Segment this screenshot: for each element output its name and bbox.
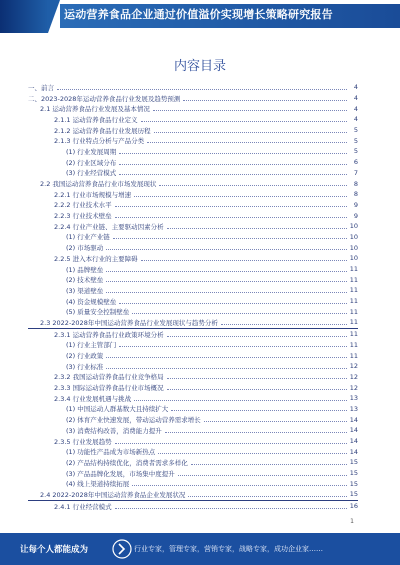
toc-row[interactable] xyxy=(28,114,358,125)
toc-entry-page: 12 xyxy=(349,383,358,392)
toc-leader-dots xyxy=(119,164,347,165)
toc-entry-label: 2.1 运动营养食品行业发展及基本情况 xyxy=(28,104,152,113)
toc-entry-page: 15 xyxy=(349,458,358,467)
header-accent-strip xyxy=(0,0,48,33)
toc-row[interactable] xyxy=(28,489,358,501)
toc-entry-label: (3) 渠道壁垒 xyxy=(28,286,105,295)
toc-row[interactable] xyxy=(28,393,358,404)
toc-leader-dots xyxy=(147,142,347,143)
toc-entry-label: (3) 产品品牌化发展，市场集中度提升 xyxy=(28,469,177,478)
toc-entry-page: 4 xyxy=(348,94,358,102)
toc-leader-dots xyxy=(141,121,347,122)
toc-row[interactable] xyxy=(28,404,358,415)
toc-entry-label: (1) 品牌壁垒 xyxy=(28,265,105,274)
toc-entry-page: 9 xyxy=(348,201,358,209)
toc-row[interactable] xyxy=(28,178,358,189)
toc-leader-dots xyxy=(132,313,347,314)
page-number: 1 xyxy=(350,518,354,525)
toc-entry-page: 10 xyxy=(349,254,358,263)
toc-entry-page: 10 xyxy=(349,222,358,231)
toc-row[interactable] xyxy=(28,350,358,361)
toc-row[interactable] xyxy=(28,340,358,351)
toc-entry-page: 14 xyxy=(349,415,358,424)
toc-entry-label: 2.1.1 运动营养食品行业定义 xyxy=(28,115,140,124)
toc-leader-dots xyxy=(134,400,347,401)
toc-leader-dots xyxy=(115,217,347,218)
toc-row[interactable] xyxy=(28,425,358,436)
toc-leader-dots xyxy=(115,508,347,509)
toc-leader-dots xyxy=(113,238,347,239)
toc-entry-label: 2.3.2 我国运动营养食品行业竞争格局 xyxy=(28,372,166,381)
toc-entry-page: 11 xyxy=(349,340,358,349)
toc-entry-label: (5) 质量安全控制壁垒 xyxy=(28,307,131,316)
toc-entry-page: 14 xyxy=(349,437,358,446)
toc-heading: 内容目录 xyxy=(173,59,226,74)
toc-row[interactable] xyxy=(28,242,358,253)
toc-row[interactable] xyxy=(28,361,358,372)
toc-entry-page: 10 xyxy=(349,243,358,252)
toc-entry-page: 13 xyxy=(349,404,358,413)
toc-row[interactable] xyxy=(28,436,358,447)
toc-row[interactable] xyxy=(28,168,358,179)
toc-entry-label: (2) 行业区域分布 xyxy=(28,158,118,167)
toc-entry-label: 2.4.1 行业经营模式 xyxy=(28,502,114,511)
toc-leader-dots xyxy=(188,496,347,497)
toc-row[interactable] xyxy=(28,264,358,275)
toc-row[interactable] xyxy=(28,210,358,221)
toc-entry-page: 14 xyxy=(349,426,358,435)
toc-leader-dots xyxy=(119,153,347,154)
toc-entry-label: 2.2.1 行业市场规模与增速 xyxy=(28,190,133,199)
toc-entry-page: 5 xyxy=(348,126,358,134)
toc-row[interactable] xyxy=(28,82,358,93)
toc-entry-page: 8 xyxy=(348,190,358,198)
toc-entry-page: 11 xyxy=(349,318,358,327)
toc-entry-page: 6 xyxy=(348,158,358,166)
toc-leader-dots xyxy=(134,196,347,197)
toc-entry-label: (2) 体育产业快速发展，带动运动营养需求增长 xyxy=(28,415,203,424)
toc-leader-dots xyxy=(171,410,347,411)
toc-entry-label: (1) 行业发展周期 xyxy=(28,147,118,156)
toc-entry-page: 11 xyxy=(349,286,358,295)
toc-row[interactable] xyxy=(28,135,358,146)
toc-entry-label: 2.2.5 进入本行业的主要障碍 xyxy=(28,254,140,263)
toc-leader-dots xyxy=(154,132,347,133)
toc-row[interactable] xyxy=(28,414,358,425)
toc-entry-page: 12 xyxy=(349,362,358,371)
toc-entry-page: 11 xyxy=(349,330,358,339)
toc-entry-label: 2.3.3 国际运动营养食品行业市场概况 xyxy=(28,383,166,392)
toc-entry-label: (4) 资金规模壁垒 xyxy=(28,297,118,306)
toc-leader-dots xyxy=(132,485,347,486)
toc-entry-label: (2) 产品结构持续优化，消费者需求多样化 xyxy=(28,458,190,467)
toc-row[interactable] xyxy=(28,200,358,211)
toc-leader-dots xyxy=(119,303,347,304)
toc-leader-dots xyxy=(115,206,347,207)
toc-row[interactable] xyxy=(28,296,358,307)
toc-entry-label: (3) 消费结构改善，消费能力提升 xyxy=(28,426,164,435)
toc-row[interactable] xyxy=(28,189,358,200)
toc-leader-dots xyxy=(153,110,347,111)
toc-entry-label: 二、2023-2028年运动营养食品行业发展及趋势预测 xyxy=(28,94,181,103)
toc-entry-label: (1) 行业产业链 xyxy=(28,232,112,241)
toc-leader-dots xyxy=(183,100,347,101)
toc-entry-page: 9 xyxy=(348,212,358,220)
toc-leader-dots xyxy=(106,281,347,282)
toc-leader-dots xyxy=(115,443,347,444)
toc-leader-dots xyxy=(204,421,347,422)
toc-row[interactable] xyxy=(28,329,358,340)
toc-row[interactable] xyxy=(28,221,358,232)
toc-entry-label: (1) 中国运动人群基数大且持续扩大 xyxy=(28,404,170,413)
toc-leader-dots xyxy=(167,378,347,379)
toc-row[interactable] xyxy=(28,372,358,383)
toc-leader-dots xyxy=(167,389,347,390)
toc-leader-dots xyxy=(141,260,347,261)
toc-leader-dots xyxy=(165,432,347,433)
report-header xyxy=(0,0,400,33)
toc-entry-label: (2) 技术壁垒 xyxy=(28,275,105,284)
toc-row[interactable] xyxy=(28,157,358,168)
toc-leader-dots xyxy=(106,249,347,250)
report-footer xyxy=(0,533,400,565)
toc-leader-dots xyxy=(158,453,347,454)
toc-leader-dots xyxy=(106,271,347,272)
toc-entry-page: 11 xyxy=(349,275,358,284)
toc-entry-label: 2.3.5 行业发展趋势 xyxy=(28,437,114,446)
toc-entry-page: 4 xyxy=(348,115,358,123)
toc-entry-page: 8 xyxy=(348,180,358,188)
footer-tagline: 行业专家，管理专家，营销专家，战略专家，成功企业家…… xyxy=(134,545,323,553)
toc-entry-page: 15 xyxy=(349,479,358,488)
toc-entry-page: 11 xyxy=(349,351,358,360)
toc-row[interactable] xyxy=(28,146,358,157)
toc-entry-label: 2.1.3 行业特点分析与产品分类 xyxy=(28,136,146,145)
footer-slogan: 让每个人都能成为 xyxy=(20,545,89,555)
toc-entry-page: 15 xyxy=(349,490,358,499)
toc-entry-page: 4 xyxy=(348,83,358,91)
toc-row[interactable] xyxy=(28,457,358,468)
toc-leader-dots xyxy=(119,174,347,175)
toc-entry-page: 4 xyxy=(348,105,358,113)
toc-entry-label: 2.4 2022-2028年中国运动营养食品企业发展状况 xyxy=(28,490,187,499)
toc-leader-dots xyxy=(178,475,347,476)
toc-entry-page: 11 xyxy=(349,307,358,316)
toc-leader-dots xyxy=(106,292,347,293)
toc-leader-dots xyxy=(106,357,347,358)
toc-row[interactable] xyxy=(28,125,358,136)
toc-entry-label: 2.2.3 行业技术壁垒 xyxy=(28,211,114,220)
toc-row[interactable] xyxy=(28,93,358,104)
toc-entry-label: (1) 行业主管部门 xyxy=(28,340,118,349)
toc-entry-label: 2.1.2 运动营养食品行业发展历程 xyxy=(28,126,153,135)
toc-leader-dots xyxy=(221,324,347,325)
toc-row[interactable] xyxy=(28,501,358,512)
toc-entry-label: 一、前言 xyxy=(28,83,54,92)
toc-entry-page: 10 xyxy=(349,232,358,241)
report-title: 运动营养食品企业通过价值溢价实现增长策略研究报告 xyxy=(64,8,333,21)
toc-row[interactable] xyxy=(28,285,358,296)
toc-entry-label: 2.2 我国运动营养食品行业市场发展现状 xyxy=(28,179,158,188)
toc-leader-dots xyxy=(106,368,347,369)
toc-row[interactable] xyxy=(28,306,358,317)
toc-entry-page: 13 xyxy=(349,394,358,403)
toc-entry-label: 2.3.1 运动营养食品行业政策环境分析 xyxy=(28,330,166,339)
toc-entry-page: 12 xyxy=(349,372,358,381)
toc-entry-label: (3) 行业标准 xyxy=(28,362,105,371)
toc-row[interactable] xyxy=(28,382,358,393)
toc-entry-label: 2.2.4 行业产业链、主要驱动因素分析 xyxy=(28,222,166,231)
toc-entry-label: 2.3 2022-2028年中国运动营养食品行业发展现状与趋势分析 xyxy=(28,318,220,327)
toc-row[interactable] xyxy=(28,317,358,329)
toc-entry-label: 2.3.4 行业发展机遇与挑战 xyxy=(28,394,133,403)
toc-entry-label: (4) 线上渠道持续拓展 xyxy=(28,479,131,488)
toc-entry-page: 5 xyxy=(348,147,358,155)
toc-leader-dots xyxy=(167,228,347,229)
toc-row[interactable] xyxy=(28,232,358,243)
toc-entry-label: 2.2.2 行业技术水平 xyxy=(28,200,114,209)
toc-entry-page: 11 xyxy=(349,265,358,274)
toc-leader-dots xyxy=(159,185,347,186)
toc-row[interactable] xyxy=(28,253,358,264)
table-of-contents xyxy=(28,82,358,512)
toc-leader-dots xyxy=(119,346,347,347)
toc-entry-page: 14 xyxy=(349,447,358,456)
toc-entry-label: (1) 功能性产品成为市场新热点 xyxy=(28,447,157,456)
toc-entry-page: 7 xyxy=(348,169,358,177)
toc-leader-dots xyxy=(57,89,347,90)
toc-entry-page: 16 xyxy=(349,502,358,511)
toc-leader-dots xyxy=(167,336,347,337)
toc-row[interactable] xyxy=(28,446,358,457)
toc-row[interactable] xyxy=(28,103,358,114)
toc-entry-label: (2) 行业政策 xyxy=(28,351,105,360)
toc-entry-page: 15 xyxy=(349,469,358,478)
chevron-right-icon xyxy=(112,539,132,559)
toc-leader-dots xyxy=(191,464,347,465)
toc-entry-label: (2) 市场驱动 xyxy=(28,243,105,252)
toc-row[interactable] xyxy=(28,274,358,285)
toc-entry-label: (3) 行业经营模式 xyxy=(28,168,118,177)
toc-entry-page: 11 xyxy=(349,297,358,306)
toc-row[interactable] xyxy=(28,478,358,489)
toc-entry-page: 5 xyxy=(348,137,358,145)
toc-row[interactable] xyxy=(28,468,358,479)
